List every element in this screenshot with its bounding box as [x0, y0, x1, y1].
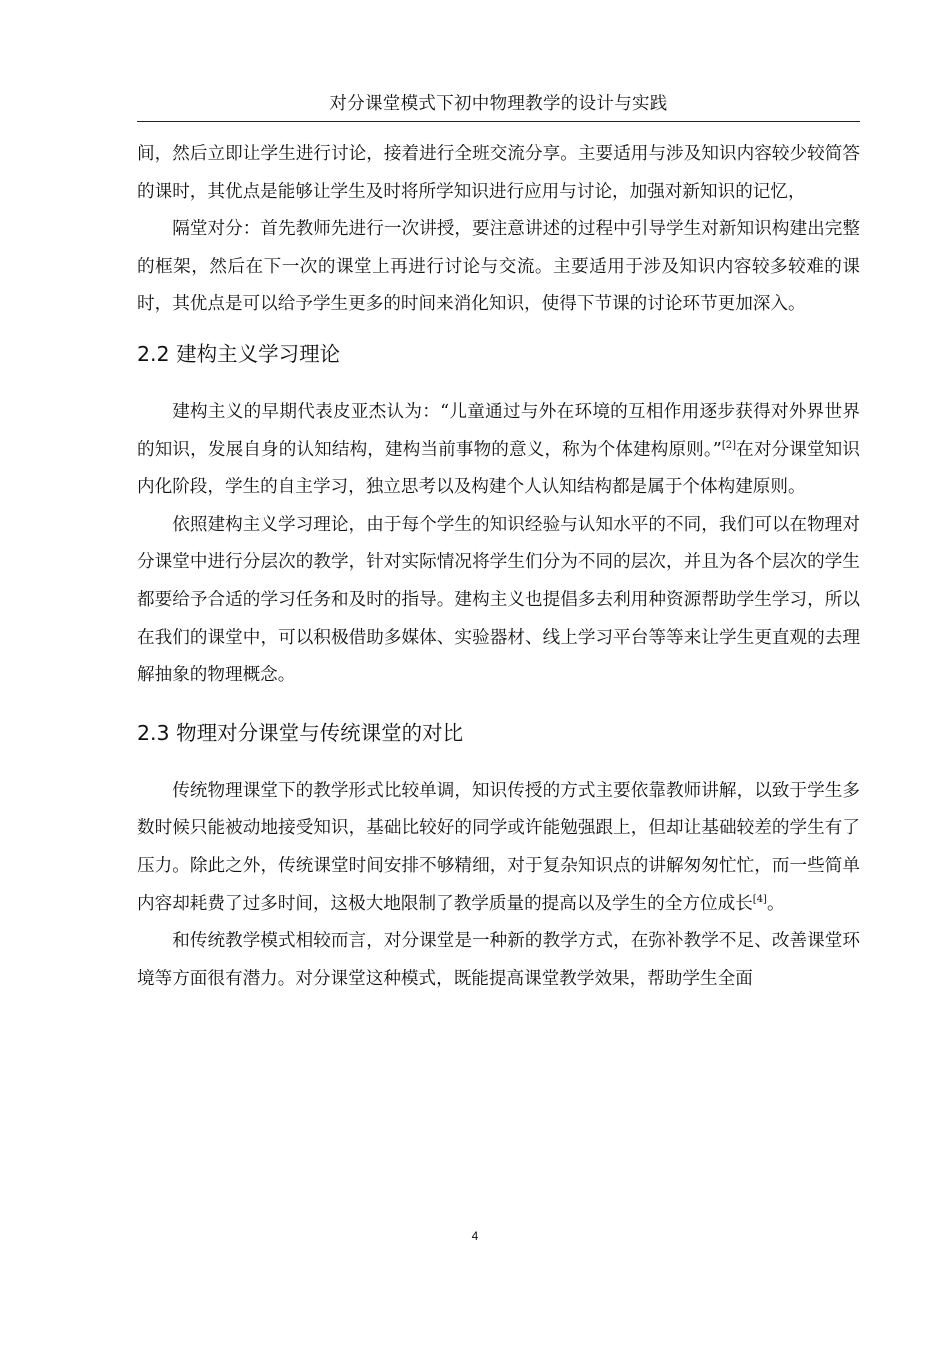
paragraph-text: 建构主义的早期代表皮亚杰认为：“儿童通过与外在环境的互相作用逐步获得对外界世界的知识，发展自身的认知结构，建构当前事物的意义，称为个体建构原则。”	[137, 401, 860, 460]
page-body	[137, 136, 860, 998]
citation-marker: [2]	[721, 439, 736, 451]
header-divider	[137, 121, 860, 122]
citation-marker: [4]	[752, 893, 767, 905]
paragraph-getang-duifen: 隔堂对分：首先教师先进行一次讲授，要注意讲述的过程中引导学生对新知识构建出完整的框架，然后在下一次的课堂上再进行讨论与交流。主要适用于涉及知识内容较多较难的课时，其优点是可以给予学生更多的时间来消化知识，使得下节课的讨论环节更加深入。	[137, 219, 860, 315]
page-number: 4	[471, 1229, 479, 1243]
paragraph-text: 在对分课堂知识内化阶段，学生的自主学习，独立思考以及构建个人认知结构都是属于个体构建原则。	[137, 439, 860, 498]
paragraph-comparison: 和传统教学模式相较而言，对分课堂是一种新的教学方式，在弥补教学不足、改善课堂环境等方面很有潜力。对分课堂这种模式，既能提高课堂教学效果，帮助学生全面	[137, 931, 860, 989]
paragraph-constructivism-piaget	[137, 394, 860, 507]
paragraph-constructivism-layered-teaching: 依照建构主义学习理论，由于每个学生的知识经验与认知水平的不同，我们可以在物理对分课堂中进行分层次的教学，针对实际情况将学生们分为不同的层次，并且为各个层次的学生都要给予合适的学习任务和及时的指导。建构主义也提倡多去利用种资源帮助学生学习，所以在我们的课堂中，可以积极借助多媒体、实验器材、线上学习平台等等来让学生更直观的去理解抽象的物理概念。	[137, 514, 860, 686]
paragraph-continued: 间，然后立即让学生进行讨论，接着进行全班交流分享。主要适用与涉及知识内容较少较简答的课时，其优点是能够让学生及时将所学知识进行应用与讨论，加强对新知识的记忆，	[137, 144, 860, 202]
paragraph-text: 传统物理课堂下的教学形式比较单调，知识传授的方式主要依靠教师讲解，以致于学生多数时候只能被动地接受知识，基础比较好的同学或许能勉强跟上，但却让基础较差的学生有了压力。除此之外，传统课堂时间安排不够精细，对于复杂知识点的讲解匆匆忙忙，而一些简单内容却耗费了过多时间，这极大地限制了教学质量的提高以及学生的全方位成长	[137, 780, 860, 914]
section-heading-2-2: 2.2 建构主义学习理论	[137, 341, 341, 366]
running-header-title: 对分课堂模式下初中物理教学的设计与实践	[329, 94, 668, 114]
paragraph-text: 。	[766, 893, 785, 914]
section-heading-2-3: 2.3 物理对分课堂与传统课堂的对比	[137, 720, 464, 745]
paragraph-traditional-classroom	[137, 773, 860, 923]
